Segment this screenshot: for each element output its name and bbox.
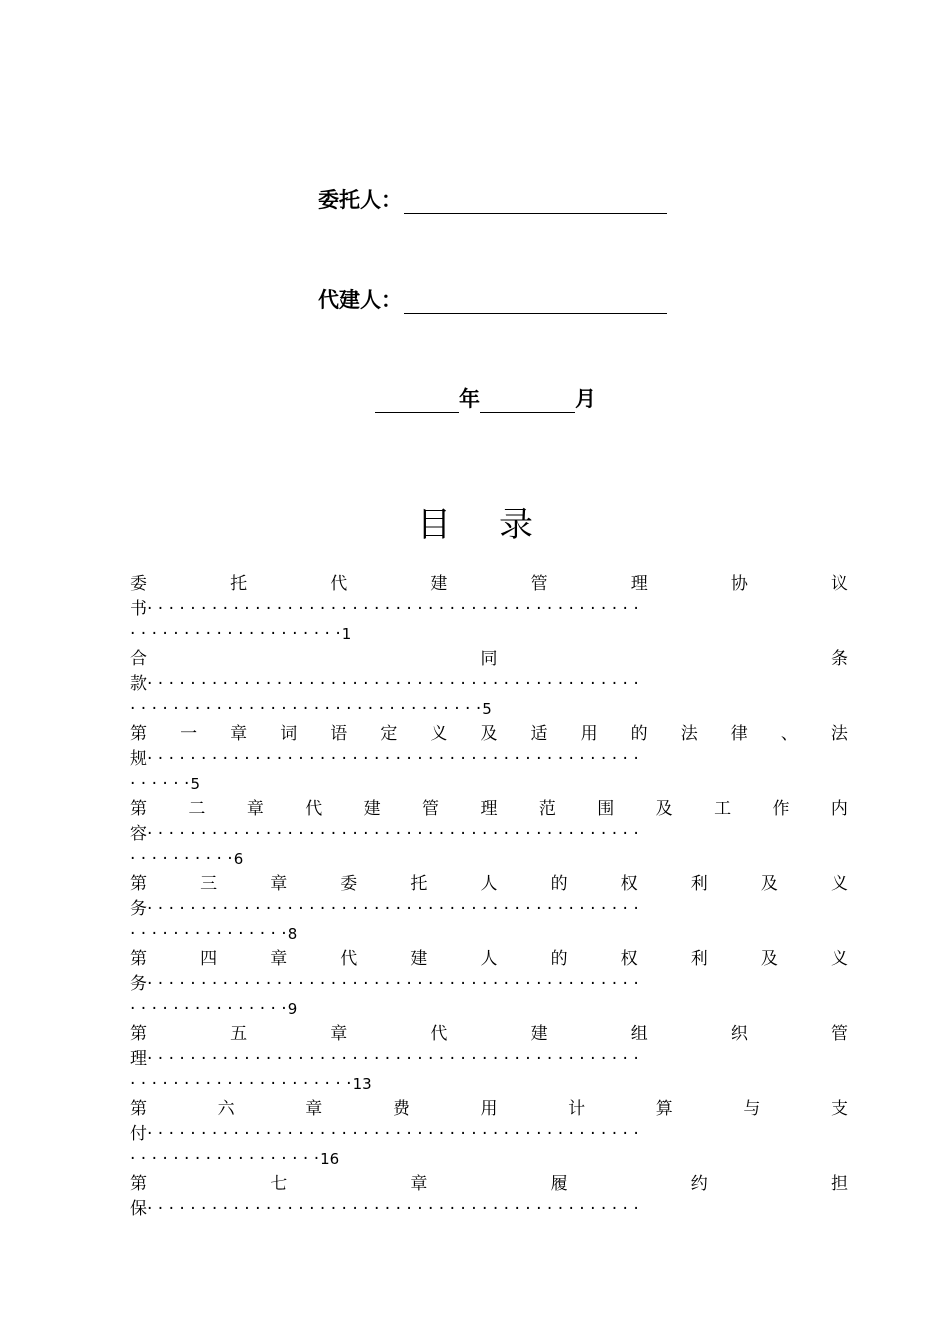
toc-heading-char: 章 — [410, 1174, 428, 1194]
toc-heading-char: 三 — [200, 874, 218, 894]
toc-heading-char: 权 — [620, 949, 638, 969]
toc-heading-char: 合 — [130, 649, 147, 669]
toc-heading-char: 管 — [830, 1024, 848, 1044]
toc-entry-leader — [130, 672, 848, 697]
toc-heading-char: 章 — [270, 874, 288, 894]
toc-entry-heading[interactable] — [130, 947, 848, 972]
toc-heading-char: 作 — [772, 799, 790, 819]
toc-entry-page-line — [130, 1147, 848, 1172]
agent-signature-blank — [404, 287, 667, 314]
toc-entry-heading[interactable] — [130, 1172, 848, 1197]
dot-leader: · · · · · · · · · · · · · · · · · · · · · · · · · · · · · · · · · · · · · · · · · · · · · · — [147, 674, 639, 694]
toc-heading-char: 义 — [430, 724, 448, 744]
toc-heading-char: 与 — [743, 1099, 761, 1119]
toc-page-number: 5 — [190, 775, 200, 793]
toc-heading-char: 履 — [550, 1174, 568, 1194]
toc-heading-char: 代 — [340, 949, 358, 969]
month-blank — [480, 386, 575, 413]
toc-heading-char: 法 — [830, 724, 848, 744]
toc-heading-char: 理 — [630, 574, 648, 594]
toc-heading-char: 围 — [597, 799, 615, 819]
toc-page-number: 6 — [233, 850, 244, 868]
toc-entry-heading[interactable] — [130, 647, 848, 672]
toc-entry-leader — [130, 1047, 848, 1072]
toc-heading-char: 语 — [330, 724, 348, 744]
toc-entry-page-line — [130, 622, 848, 647]
toc-heading-char: 的 — [630, 724, 648, 744]
toc-heading-tail: 容 — [130, 824, 147, 844]
toc-entry-leader — [130, 972, 848, 997]
toc-heading-char: 工 — [714, 799, 732, 819]
agent-label: 代建人： — [318, 288, 402, 312]
toc-heading-tail: 书 — [130, 599, 147, 619]
toc-heading-char: 议 — [830, 574, 848, 594]
toc-entry-heading[interactable] — [130, 572, 848, 597]
dot-leader: · · · · · · · · · · · · · · · · · · · · · · · · · · · · · · · · · · · · · · · · · · · · · · — [147, 599, 639, 619]
toc-heading-char: 权 — [620, 874, 638, 894]
toc-entry-heading[interactable] — [130, 1097, 848, 1122]
toc-heading-char: 定 — [380, 724, 398, 744]
toc-heading-char: 代 — [430, 1024, 448, 1044]
toc-heading-char: 章 — [230, 724, 248, 744]
toc-heading-char: 律 — [730, 724, 748, 744]
toc-heading-char: 五 — [230, 1024, 248, 1044]
toc-heading-char: 七 — [270, 1174, 288, 1194]
toc-heading-char: 用 — [480, 1099, 498, 1119]
dot-leader: · · · · · · · · · · · · · · · · · · · · · — [130, 1074, 352, 1094]
toc-heading-char: 管 — [422, 799, 440, 819]
toc-entry-page-line — [130, 772, 848, 797]
dot-leader: · · · · · · · · · · — [130, 849, 233, 869]
toc-heading-char: 的 — [550, 949, 568, 969]
dot-leader: · · · · · · · · · · · · · · · · · · · · · · · · · · · · · · · · · · · · · · · · · · · · · · — [147, 899, 639, 919]
toc-entry-page-line — [130, 847, 848, 872]
toc-entry-heading[interactable] — [130, 797, 848, 822]
toc-heading-char: 利 — [690, 874, 708, 894]
toc-heading-char: 管 — [530, 574, 548, 594]
toc-heading-char: 第 — [130, 1099, 147, 1119]
dot-leader: · · · · · · · · · · · · · · · · · · · · · · · · · · · · · · · · · · · · · · · · · · · · · · — [147, 824, 639, 844]
toc-heading-char: 建 — [430, 574, 448, 594]
toc-heading-char: 建 — [530, 1024, 548, 1044]
client-label: 委托人： — [318, 188, 402, 212]
toc-heading-char: 组 — [630, 1024, 648, 1044]
toc-heading-char: 一 — [180, 724, 198, 744]
toc-heading-char: 适 — [530, 724, 548, 744]
toc-heading-char: 同 — [480, 649, 498, 669]
toc-heading-char: 计 — [568, 1099, 586, 1119]
toc-heading-char: 词 — [280, 724, 298, 744]
toc-heading-char: 人 — [480, 949, 498, 969]
toc-heading-char: 委 — [340, 874, 358, 894]
toc-heading-char: 义 — [830, 874, 848, 894]
toc-heading-tail: 付 — [130, 1124, 147, 1144]
toc-heading-char: 协 — [730, 574, 748, 594]
toc-heading-char: 建 — [363, 799, 381, 819]
dot-leader: · · · · · · · · · · · · · · · · · · — [130, 1149, 320, 1169]
dot-leader: · · · · · · · · · · · · · · · — [130, 924, 287, 944]
toc-heading-tail: 理 — [130, 1049, 147, 1069]
toc-heading-char: 托 — [230, 574, 248, 594]
toc-heading-char: 第 — [130, 1174, 147, 1194]
toc-heading-char: 利 — [690, 949, 708, 969]
toc-heading-char: 第 — [130, 949, 147, 969]
toc-heading-char: 四 — [200, 949, 218, 969]
agent-signature-row — [318, 286, 667, 314]
toc-entry-page-line — [130, 922, 848, 947]
client-signature-row — [318, 186, 667, 214]
toc-heading-char: 托 — [410, 874, 428, 894]
toc-page-number: 8 — [287, 925, 298, 943]
table-of-contents — [130, 572, 848, 1222]
toc-heading-char: 的 — [550, 874, 568, 894]
toc-heading-char: 、 — [780, 724, 798, 744]
toc-heading-tail: 保 — [130, 1199, 147, 1219]
toc-entry-page-line — [130, 997, 848, 1022]
dot-leader: · · · · · · · · · · · · · · · — [130, 999, 287, 1019]
toc-heading-char: 约 — [690, 1174, 708, 1194]
toc-heading-char: 费 — [392, 1099, 410, 1119]
toc-page-number: 16 — [320, 1150, 340, 1168]
toc-heading-char: 法 — [680, 724, 698, 744]
toc-heading-char: 人 — [480, 874, 498, 894]
toc-entry-heading[interactable] — [130, 872, 848, 897]
toc-heading-char: 六 — [217, 1099, 235, 1119]
toc-heading-char: 第 — [130, 799, 147, 819]
toc-page-number: 13 — [352, 1075, 372, 1093]
toc-page-number: 9 — [287, 1000, 298, 1018]
toc-heading-tail: 款 — [130, 674, 147, 694]
toc-heading-char: 理 — [480, 799, 498, 819]
toc-page-number: 1 — [341, 625, 352, 643]
toc-heading-tail: 务 — [130, 899, 147, 919]
toc-heading-char: 及 — [480, 724, 498, 744]
toc-heading-char: 及 — [760, 874, 778, 894]
toc-heading-char: 义 — [830, 949, 848, 969]
toc-heading-char: 条 — [831, 649, 848, 669]
year-blank — [375, 386, 459, 413]
toc-page-number: 5 — [482, 700, 492, 718]
toc-heading-char: 担 — [830, 1174, 848, 1194]
toc-heading-char: 第 — [130, 724, 147, 744]
toc-entry-leader — [130, 822, 848, 847]
toc-heading-char: 算 — [655, 1099, 673, 1119]
dot-leader: · · · · · · · · · · · · · · · · · · · · · · · · · · · · · · · · · · · · · · · · · · · · · · — [147, 1124, 639, 1144]
toc-entry-page-line — [130, 1072, 848, 1097]
toc-heading-char: 第 — [130, 1024, 147, 1044]
toc-heading-char: 织 — [730, 1024, 748, 1044]
toc-heading-char: 章 — [246, 799, 264, 819]
toc-heading-tail: 规 — [130, 749, 147, 769]
dot-leader: · · · · · · · · · · · · · · · · · · · · · · · · · · · · · · · · · · · · · · · · · · · · · · — [147, 1199, 639, 1219]
toc-heading-char: 第 — [130, 874, 147, 894]
dot-leader: · · · · · · · · · · · · · · · · · · · · · · · · · · · · · · · · · · · · · · · · · · · · · · — [147, 1049, 639, 1069]
toc-entry-leader — [130, 897, 848, 922]
toc-heading-char: 范 — [538, 799, 556, 819]
toc-heading-char: 代 — [330, 574, 348, 594]
toc-entry-page-line — [130, 697, 848, 722]
toc-entry-leader — [130, 747, 848, 772]
toc-heading-char: 建 — [410, 949, 428, 969]
toc-title: 目录 — [417, 505, 581, 545]
dot-leader: · · · · · · · · · · · · · · · · · · · · — [130, 624, 341, 644]
toc-entry-leader — [130, 597, 848, 622]
date-row — [375, 385, 596, 413]
toc-heading-char: 章 — [330, 1024, 348, 1044]
toc-heading-char: 章 — [305, 1099, 323, 1119]
toc-entry-heading[interactable] — [130, 1022, 848, 1047]
dot-leader: · · · · · · · · · · · · · · · · · · · · · · · · · · · · · · · · · · · · · · · · · · · · · · — [147, 749, 639, 769]
toc-heading-char: 委 — [130, 574, 147, 594]
month-unit: 月 — [575, 387, 596, 411]
toc-heading-tail: 务 — [130, 974, 147, 994]
toc-entry-heading[interactable] — [130, 722, 848, 747]
toc-heading-char: 代 — [305, 799, 323, 819]
dot-leader: · · · · · · — [130, 774, 190, 794]
toc-heading-char: 及 — [655, 799, 673, 819]
year-unit: 年 — [459, 387, 480, 411]
client-signature-blank — [404, 187, 667, 214]
toc-heading-char: 支 — [831, 1099, 848, 1119]
toc-heading-char: 二 — [188, 799, 206, 819]
toc-entry-leader — [130, 1197, 848, 1222]
toc-heading-char: 内 — [830, 799, 848, 819]
toc-heading-char: 章 — [270, 949, 288, 969]
dot-leader: · · · · · · · · · · · · · · · · · · · · · · · · · · · · · · · · · — [130, 699, 482, 719]
toc-heading-char: 用 — [580, 724, 598, 744]
toc-entry-leader — [130, 1122, 848, 1147]
dot-leader: · · · · · · · · · · · · · · · · · · · · · · · · · · · · · · · · · · · · · · · · · · · · · · — [147, 974, 639, 994]
toc-heading-char: 及 — [760, 949, 778, 969]
